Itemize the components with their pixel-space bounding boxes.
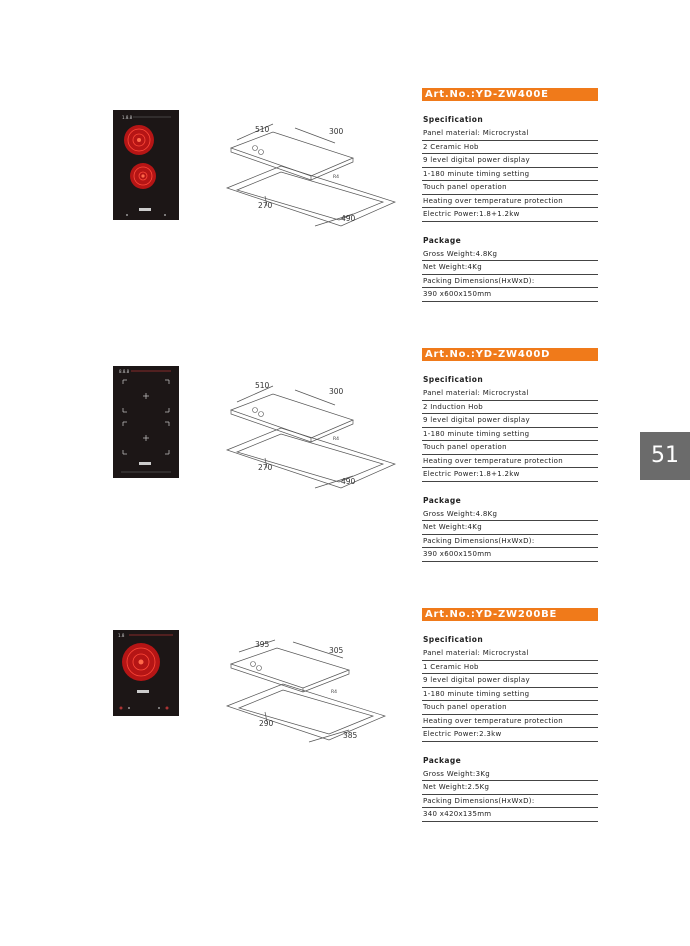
spec-line: 9 level digital power display bbox=[422, 154, 598, 168]
article-number: Art.No.:YD-ZW200BE bbox=[422, 608, 598, 621]
spec-line: 1-180 minute timing setting bbox=[422, 168, 598, 182]
specification-heading: Specification bbox=[423, 635, 484, 644]
spec-line: Heating over temperature protection bbox=[422, 715, 598, 729]
spec-line: Panel material: Microcrystal bbox=[422, 387, 598, 401]
dim-top-depth: 300 bbox=[329, 387, 344, 396]
package-line: Gross Weight:4.8Kg bbox=[422, 248, 598, 262]
svg-text:8.8.8: 8.8.8 bbox=[119, 369, 130, 374]
dim-top-width: 395 bbox=[255, 640, 270, 649]
package-line: 390 x600x150mm bbox=[422, 548, 598, 562]
specification-heading: Specification bbox=[423, 375, 484, 384]
package-line: Net Weight:4Kg bbox=[422, 261, 598, 275]
svg-text:1.8: 1.8 bbox=[118, 633, 125, 638]
hob-photo-induction-double bbox=[113, 366, 179, 478]
spec-line: Panel material: Microcrystal bbox=[422, 127, 598, 141]
spec-panel bbox=[422, 348, 598, 562]
dimension-diagram bbox=[225, 380, 425, 515]
dim-radius: R4 bbox=[331, 690, 337, 695]
hob-photo-ceramic-double bbox=[113, 110, 179, 220]
package-line: 390 x600x150mm bbox=[422, 288, 598, 302]
dim-top-depth: 305 bbox=[329, 646, 344, 655]
spec-line: Heating over temperature protection bbox=[422, 455, 598, 469]
dim-cut-width: 490 bbox=[341, 477, 356, 486]
package-heading: Package bbox=[423, 755, 462, 765]
spec-line: Touch panel operation bbox=[422, 181, 598, 195]
spec-line: Heating over temperature protection bbox=[422, 195, 598, 209]
spec-panel bbox=[422, 608, 598, 822]
dim-top-width: 510 bbox=[255, 125, 270, 134]
product-yd-zw400d bbox=[0, 348, 690, 598]
package-heading: Package bbox=[423, 235, 462, 245]
dim-cut-depth: 290 bbox=[259, 719, 274, 728]
hob-photo-ceramic-single bbox=[113, 630, 179, 716]
spec-line: 1-180 minute timing setting bbox=[422, 688, 598, 702]
dim-top-depth: 300 bbox=[329, 127, 344, 136]
dim-cut-depth: 270 bbox=[258, 463, 273, 472]
dim-radius: R4 bbox=[333, 175, 339, 180]
package-line: Packing Dimensions(HxWxD): bbox=[422, 795, 598, 809]
spec-line: Electric Power:2.3kw bbox=[422, 728, 598, 742]
spec-line: 2 Ceramic Hob bbox=[422, 141, 598, 155]
spec-line: 1-180 minute timing setting bbox=[422, 428, 598, 442]
spec-line: Electric Power:1.8+1.2kw bbox=[422, 468, 598, 482]
dim-radius: R4 bbox=[333, 437, 339, 442]
dim-cut-width: 490 bbox=[341, 214, 356, 223]
svg-text:1.8.8: 1.8.8 bbox=[122, 115, 133, 120]
dim-top-width: 510 bbox=[255, 381, 270, 390]
product-yd-zw200be bbox=[0, 608, 690, 858]
package-line: 340 x420x135mm bbox=[422, 808, 598, 822]
spec-panel bbox=[422, 88, 598, 302]
dimension-diagram bbox=[225, 638, 425, 773]
spec-line: 1 Ceramic Hob bbox=[422, 661, 598, 675]
package-line: Packing Dimensions(HxWxD): bbox=[422, 275, 598, 289]
article-number: Art.No.:YD-ZW400D bbox=[422, 348, 598, 361]
package-heading: Package bbox=[423, 495, 462, 505]
spec-line: Touch panel operation bbox=[422, 701, 598, 715]
spec-line: 2 Induction Hob bbox=[422, 401, 598, 415]
spec-line: Panel material: Microcrystal bbox=[422, 647, 598, 661]
article-number: Art.No.:YD-ZW400E bbox=[422, 88, 598, 101]
package-line: Packing Dimensions(HxWxD): bbox=[422, 535, 598, 549]
spec-line: Touch panel operation bbox=[422, 441, 598, 455]
page-number-tab: 51 bbox=[640, 432, 690, 480]
package-line: Net Weight:2.5Kg bbox=[422, 781, 598, 795]
package-line: Gross Weight:4.8Kg bbox=[422, 508, 598, 522]
spec-line: Electric Power:1.8+1.2kw bbox=[422, 208, 598, 222]
package-line: Net Weight:4Kg bbox=[422, 521, 598, 535]
specification-heading: Specification bbox=[423, 115, 484, 124]
product-yd-zw400e bbox=[0, 88, 690, 338]
package-line: Gross Weight:3Kg bbox=[422, 768, 598, 782]
spec-line: 9 level digital power display bbox=[422, 674, 598, 688]
dimension-diagram bbox=[225, 118, 425, 253]
dim-cut-depth: 270 bbox=[258, 201, 273, 210]
spec-line: 9 level digital power display bbox=[422, 414, 598, 428]
dim-cut-width: 385 bbox=[343, 731, 358, 740]
